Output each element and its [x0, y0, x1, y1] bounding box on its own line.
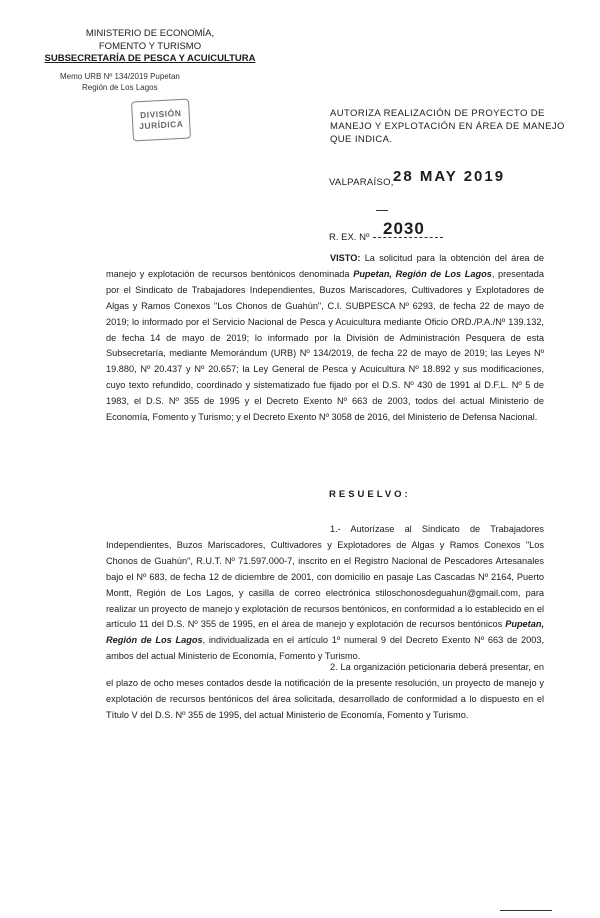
footer-line [500, 910, 552, 911]
point1-text-a: 1.- Autorízase al Sindicato de Trabajadores Independientes, Buzos Mariscadores, Cultivadores y Explotadores de Algas y Ramos Conexos "Los Chonos de Guahún", R.U.T. Nº 71.597.000-7, inscrito en el Registro Nacional de Pescadores Artesanales bajo el Nº 683, de fecha 12 de diciembre de 2001, con domicilio en pasaje Las Cascadas Nº 2164, Puerto Montt, Región de Los Lagos, y casilla de correo electrónica stiloschonosdeguahun@gmail.com, para realizar un proyecto de manejo y explotación de recursos bentónicos, en conformidad a lo establecido en el artículo 11 del D.S. Nº 355 de 1995, en el área de manejo y explotación de recursos bentónicos [106, 524, 544, 630]
memo-reference [60, 71, 180, 93]
resolution-date-stamp: 28 MAY 2019 [393, 168, 506, 185]
memo-line2: Región de Los Lagos [82, 83, 158, 92]
resolution-point-1 [106, 522, 544, 665]
resolution-point-2: 2. La organización peticionaria deberá presentar, en el plazo de ocho meses contados desde la notificación de la presente resolución, un proyecto de manejo y explotación de recursos bentónicos del área solicitada, desarrollado de conformidad a lo dispuesto en el Título V del D.S. Nº 355 de 1995, del actual Ministerio de Economía, Fomento y Turismo. [106, 662, 544, 720]
resolution-number-label: R. EX. Nº [329, 232, 370, 243]
resuelvo-heading: RESUELVO: [329, 489, 411, 500]
stamp-line1: DIVISIÓN [139, 107, 182, 121]
resolution-number: 2030 [383, 219, 425, 238]
point1-area-name: Pupetan, Región de Los Lagos [106, 619, 544, 646]
subsecretaria-name: SUBSECRETARÍA DE PESCA Y ACUICULTURA [44, 53, 256, 64]
memo-line1: Memo URB Nº 134/2019 Pupetan [60, 72, 180, 81]
visto-paragraph [106, 251, 544, 426]
visto-text-b: , presentada por el Sindicato de Trabajadores Independientes, Buzos Mariscadores, Cultivadores y Explotadores de Algas y Ramos Conexos "Los Chonos de Guahún", C.I. SUBPESCA Nº 6293, de fecha 22 de mayo de 2019; lo informado por el Servicio Nacional de Pesca y Acuicultura mediante Oficio ORD./P.A./Nº 139.132, de fecha 14 de mayo de 2019; lo informado por la División de Administración Pesquera de esta Subsecretaría, mediante Memorándum (URB) Nº 134/2019, de fecha 22 de mayo de 2019; las Leyes Nº 19.880, Nº 20.437 y Nº 20.657; la Ley General de Pesca y Acuicultura Nº 18.892 y sus modificaciones, cuyo texto refundido, coordinado y sistematizado fue fijado por el D.S. Nº 430 de 1991 al D.F.L. Nº 5 de 1983, el D.S. Nº 355 de 1995 y el Decreto Exento Nº 663 de 2003, todos del actual Ministerio de Economía, Fomento y Turismo; y el Decreto Exento Nº 3058 de 2016, del Ministerio de Defensa Nacional. [106, 268, 544, 423]
resolution-title: AUTORIZA REALIZACIÓN DE PROYECTO DE MANEJO Y EXPLOTACIÓN EN ÁREA DE MANEJO QUE INDICA. [330, 108, 565, 145]
visto-text-a: La solicitud para la obtención del área de manejo y explotación de recursos bentónicos denominada [106, 253, 544, 279]
ministry-name-line1: MINISTERIO DE ECONOMÍA, [85, 28, 215, 39]
point1-text-b: , individualizada en el artículo 1º numeral 9 del Decreto Exento Nº 663 de 2003, ambos del actual Ministerio de Economía, Fomento y Turismo. [106, 635, 545, 662]
ministry-header [40, 28, 260, 66]
division-juridica-stamp [131, 99, 191, 142]
visto-area-name: Pupetan, Región de Los Lagos [353, 268, 492, 279]
place-label: VALPARAÍSO, [329, 177, 394, 188]
visto-label: VISTO: [330, 253, 361, 263]
stamp-line2: JURÍDICA [138, 118, 184, 132]
ministry-name-line2: FOMENTO Y TURISMO [98, 40, 202, 52]
resolution-number-underline [373, 237, 443, 238]
handwritten-mark [376, 210, 388, 211]
